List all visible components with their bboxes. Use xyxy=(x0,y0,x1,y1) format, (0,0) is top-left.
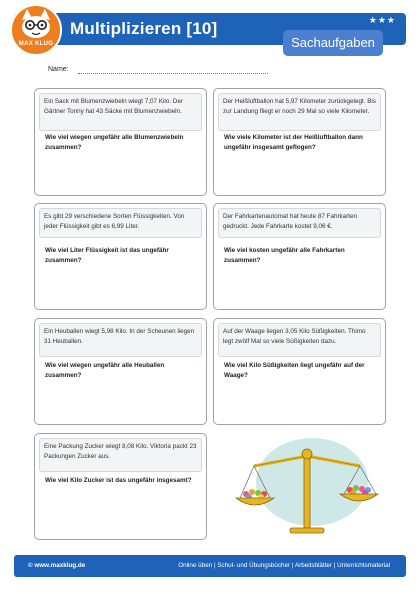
logo-text: MAX KLUG xyxy=(18,41,54,47)
task-text-box xyxy=(218,93,381,131)
task-text-box xyxy=(218,208,381,238)
task-text: Es gibt 29 verschiedene Sorten Flüssigkeiten. Von jeder Flüssigkeit gibt es 6,99 Liter. xyxy=(44,213,185,230)
page-title: Multiplizieren [10] xyxy=(70,19,218,38)
task-question: Wie viel Liter Flüssigkeit ist das ungefähr zusammen? xyxy=(45,247,169,264)
task-text-box xyxy=(39,93,202,131)
task-card-7 xyxy=(34,433,207,540)
task-text-box xyxy=(218,323,381,357)
task-question: Wie viel Kilo Zucker ist das ungefähr insgesamt? xyxy=(45,477,192,484)
task-question: Wie viel Kilo Süßigkeiten liegt ungefähr auf der Waage? xyxy=(224,362,365,379)
task-text: Ein Heuballen wiegt 5,98 Kilo. In der Scheunen liegen 31 Heuballen. xyxy=(44,328,195,345)
task-question: Wie viele Kilometer ist der Heißluftballon dann ungefähr insgesamt geflogen? xyxy=(224,134,363,151)
footer-links[interactable]: Online üben | Schul- und Übungsbücher | Arbeitsblätter | Unterrichtsmaterial xyxy=(178,562,390,569)
task-text: Eine Packung Zucker wiegt 8,08 Kilo. Viktoria packt 23 Packungen Zucker aus. xyxy=(44,443,197,460)
task-text: Auf der Waage liegen 3,05 Kilo Süßigkeiten. Thimo legt zwölf Mal so viele Süßigkeiten dazu. xyxy=(223,328,366,345)
task-text-box xyxy=(39,438,202,472)
task-text-box xyxy=(39,323,202,357)
task-question: Wie viel kosten ungefähr alle Fahrkarten zusammen? xyxy=(224,247,345,264)
task-card-5 xyxy=(34,318,207,425)
scale-illustration xyxy=(232,432,382,542)
task-card-1 xyxy=(34,88,207,196)
footer-website-link[interactable]: © www.maxklug.de xyxy=(28,562,86,569)
task-card-4 xyxy=(213,203,386,310)
task-text-box xyxy=(39,208,202,238)
task-question: Wie viel wiegen ungefähr alle Heuballen zusammen? xyxy=(45,362,165,379)
name-field[interactable] xyxy=(78,73,268,74)
name-label: Name: xyxy=(48,66,69,73)
task-text: Der Heißluftballon hat 5,97 Kilometer zurückgelegt. Bis zur Landung fliegt er noch 29 Mal so viele Kilometer. xyxy=(223,98,376,115)
task-text: Der Fahrkartenautomat hat heute 87 Fahrkarten gedruckt. Jede Fahrkarte kostet 9,06 €. xyxy=(223,213,358,230)
footer-bar xyxy=(14,555,406,577)
difficulty-stars: ★★★ xyxy=(368,15,396,25)
task-text: Ein Sack mit Blumenzwiebeln wiegt 7,07 Kilo. Der Gärtner Tonny hat 43 Säcke mit Blumenzwiebeln. xyxy=(44,98,183,115)
task-card-3 xyxy=(34,203,207,310)
task-question: Wie viel wiegen ungefähr alle Blumenzwiebeln zusammen? xyxy=(45,134,184,151)
task-card-2 xyxy=(213,88,386,196)
max-klug-logo xyxy=(10,4,62,56)
category-badge: Sachaufgaben xyxy=(283,30,383,56)
balance-scale-icon xyxy=(232,432,382,542)
task-card-6 xyxy=(213,318,386,425)
